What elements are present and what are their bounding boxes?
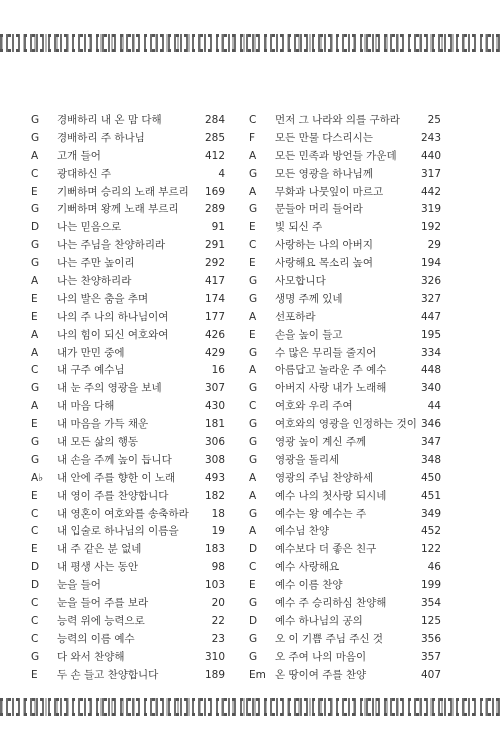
song-key: G	[31, 650, 40, 663]
song-title: 기뻐하며 왕께 노래 부르리	[57, 203, 179, 216]
page-number: 194	[420, 257, 441, 270]
index-row	[249, 309, 441, 327]
index-row	[249, 470, 441, 488]
index-row	[31, 434, 225, 452]
page-number: 347	[420, 436, 441, 449]
song-title: 수 많은 무리들 줄지어	[275, 346, 377, 359]
page-number: 357	[420, 650, 441, 663]
song-title: 아버지 사랑 내가 노래해	[275, 382, 387, 395]
index-row	[31, 506, 225, 524]
index-column-left	[31, 112, 225, 685]
index-row	[31, 273, 225, 291]
page-number: 451	[420, 489, 441, 502]
song-key: C	[31, 167, 39, 180]
page-number: 452	[420, 525, 441, 538]
song-key: D	[31, 221, 40, 234]
index-row	[249, 559, 441, 577]
song-key: G	[249, 507, 258, 520]
song-key: A	[31, 149, 39, 162]
song-title: 영광의 주님 찬양하세	[275, 471, 373, 484]
index-row	[249, 345, 441, 363]
song-key: A	[31, 400, 39, 413]
page-number: 125	[420, 614, 441, 627]
song-key: G	[249, 203, 258, 216]
page-number: 346	[420, 418, 441, 431]
song-title: 다 와서 찬양해	[57, 650, 125, 663]
page-number: 448	[420, 364, 441, 377]
song-key: E	[31, 185, 38, 198]
page-number: 46	[427, 561, 441, 574]
song-key: G	[249, 418, 258, 431]
song-key: D	[31, 579, 40, 592]
page-number: 412	[204, 149, 225, 162]
index-row	[31, 452, 225, 470]
page-number: 23	[211, 632, 225, 645]
index-row	[31, 362, 225, 380]
song-title: 사랑해요 목소리 높여	[275, 257, 373, 270]
index-row	[249, 398, 441, 416]
page-number: 407	[420, 668, 441, 681]
song-title: 내 모든 삶의 행동	[57, 436, 139, 449]
song-key: D	[31, 561, 40, 574]
page-number: 284	[204, 114, 225, 126]
song-key: E	[31, 418, 38, 431]
song-key: A	[31, 346, 39, 359]
page-number: 307	[204, 382, 225, 395]
index-row	[31, 237, 225, 255]
song-key: G	[31, 453, 40, 466]
page-number: 319	[420, 203, 441, 216]
song-key: G	[31, 203, 40, 216]
index-row	[249, 506, 441, 524]
song-key: E	[31, 489, 38, 502]
page-number: 183	[204, 543, 225, 556]
song-title: 내 영이 주를 찬양합니다	[57, 489, 169, 502]
page-number: 285	[204, 131, 225, 144]
index-row	[31, 184, 225, 202]
index-row	[31, 523, 225, 541]
song-key: C	[31, 614, 39, 627]
song-key: A♭	[31, 471, 44, 484]
page-number: 306	[204, 436, 225, 449]
song-key: G	[249, 650, 258, 663]
index-row	[31, 416, 225, 434]
page-number: 442	[420, 185, 441, 198]
song-title: 예수 주 승리하심 찬양해	[275, 597, 387, 610]
index-row	[31, 219, 225, 237]
page-number: 450	[420, 471, 441, 484]
song-title: 내 눈 주의 영광을 보네	[57, 382, 162, 395]
song-key: C	[249, 561, 257, 574]
song-key: G	[31, 114, 40, 126]
index-row	[249, 112, 441, 130]
song-title: 먼저 그 나라와 의를 구하라	[275, 114, 400, 126]
index-row	[249, 362, 441, 380]
index-row	[31, 166, 225, 184]
song-title: 나의 힘이 되신 여호와여	[57, 328, 169, 341]
page-number: 356	[420, 632, 441, 645]
index-row	[249, 201, 441, 219]
index-row	[249, 649, 441, 667]
index-row	[31, 345, 225, 363]
song-title: 모든 영광을 하나님께	[275, 167, 373, 180]
page-number: 192	[420, 221, 441, 234]
song-key: G	[249, 167, 258, 180]
page-number: 243	[420, 131, 441, 144]
page-number: 20	[211, 597, 225, 610]
page-number: 327	[420, 292, 441, 305]
song-key: E	[31, 668, 38, 681]
song-key: E	[249, 257, 256, 270]
index-row	[31, 291, 225, 309]
index-row	[31, 488, 225, 506]
page-number: 334	[420, 346, 441, 359]
song-key: A	[31, 328, 39, 341]
song-key: C	[31, 364, 39, 377]
page-number: 289	[204, 203, 225, 216]
index-row	[31, 130, 225, 148]
index-row	[31, 255, 225, 273]
page-number: 340	[420, 382, 441, 395]
song-title: 예수 이름 찬양	[275, 579, 343, 592]
index-row	[249, 291, 441, 309]
song-title: 나는 주만 높이리	[57, 257, 135, 270]
index-row	[249, 452, 441, 470]
page-number: 19	[211, 525, 225, 538]
index-row	[249, 434, 441, 452]
song-title: 내 마음을 가득 채운	[57, 418, 149, 431]
song-title: 여호와의 영광을 인정하는 것이	[275, 418, 417, 431]
song-title: 눈을 들어 주를 보라	[57, 597, 149, 610]
index-row	[31, 470, 225, 488]
page-number: 18	[211, 507, 225, 520]
page-number: 447	[420, 310, 441, 323]
song-title: 광대하신 주	[57, 167, 112, 180]
index-row	[31, 112, 225, 130]
song-title: 능력 위에 능력으로	[57, 614, 145, 627]
song-key: C	[31, 597, 39, 610]
song-title: 사모합니다	[275, 275, 326, 288]
song-key: A	[249, 471, 257, 484]
page-number: 493	[204, 471, 225, 484]
song-title: 모든 민족과 방언들 가운데	[275, 149, 397, 162]
page-number: 354	[420, 597, 441, 610]
index-row	[249, 613, 441, 631]
song-title: 예수 사랑해요	[275, 561, 340, 574]
song-key: A	[249, 185, 257, 198]
index-column-right	[249, 112, 441, 685]
song-key: A	[249, 489, 257, 502]
index-row	[249, 219, 441, 237]
index-row	[249, 523, 441, 541]
page-number: 348	[420, 453, 441, 466]
song-key: C	[31, 507, 39, 520]
song-title: 내 영혼이 여호와를 송축하라	[57, 507, 189, 520]
page-number: 16	[211, 364, 225, 377]
song-title: 모든 만물 다스리시는	[275, 131, 373, 144]
page-number: 22	[211, 614, 225, 627]
page-number: 4	[218, 167, 225, 180]
song-title: 여호와 우리 주여	[275, 400, 353, 413]
song-key: C	[249, 239, 257, 252]
page-number: 29	[427, 239, 441, 252]
song-title: 경배하리 주 하나님	[57, 131, 145, 144]
index-row	[249, 130, 441, 148]
page-number: 310	[204, 650, 225, 663]
index-row	[31, 649, 225, 667]
decorative-top-border	[0, 34, 500, 52]
song-title: 선포하라	[275, 310, 316, 323]
song-title: 능력의 이름 예수	[57, 632, 135, 645]
song-key: G	[31, 131, 40, 144]
song-key: A	[249, 149, 257, 162]
index-row	[249, 255, 441, 273]
song-key: E	[31, 310, 38, 323]
song-title: 예수는 왕 예수는 주	[275, 507, 367, 520]
song-key: G	[249, 292, 258, 305]
song-key: E	[31, 292, 38, 305]
index-row	[249, 595, 441, 613]
index-row	[31, 309, 225, 327]
index-row	[249, 148, 441, 166]
song-key: G	[249, 382, 258, 395]
song-key: D	[249, 543, 258, 556]
index-row	[31, 631, 225, 649]
song-title: 내 손을 주께 높이 듭니다	[57, 453, 172, 466]
song-key: A	[31, 275, 39, 288]
song-title: 내 마음 다해	[57, 400, 115, 413]
index-row	[31, 577, 225, 595]
song-title: 나의 발은 춤을 추며	[57, 292, 149, 305]
song-title: 예수님 찬양	[275, 525, 330, 538]
song-key: G	[249, 632, 258, 645]
song-title: 기뻐하며 승리의 노래 부르리	[57, 185, 189, 198]
song-key: A	[249, 525, 257, 538]
index-row	[249, 273, 441, 291]
song-key: G	[31, 382, 40, 395]
index-row	[31, 559, 225, 577]
song-title: 예수 하나님의 공의	[275, 614, 363, 627]
song-title: 나는 찬양하리라	[57, 275, 132, 288]
index-row	[249, 166, 441, 184]
page-number: 429	[204, 346, 225, 359]
decorative-bottom-border	[0, 698, 500, 716]
song-title: 내 주 같은 분 없네	[57, 543, 142, 556]
page-number: 199	[420, 579, 441, 592]
song-key: F	[249, 131, 256, 144]
page-number: 44	[427, 400, 441, 413]
page-number: 349	[420, 507, 441, 520]
song-title: 무화과 나뭇잎이 마르고	[275, 185, 384, 198]
song-key: A	[249, 364, 257, 377]
index-row	[31, 327, 225, 345]
page-number: 25	[427, 114, 441, 126]
page-number: 292	[204, 257, 225, 270]
index-row	[31, 148, 225, 166]
page-number: 291	[204, 239, 225, 252]
song-key: C	[31, 525, 39, 538]
index-row	[31, 595, 225, 613]
song-key: C	[31, 632, 39, 645]
index-row	[249, 667, 441, 685]
song-title: 사랑하는 나의 아버지	[275, 239, 373, 252]
song-key: G	[249, 453, 258, 466]
song-title: 내 평생 사는 동안	[57, 561, 139, 574]
index-row	[31, 667, 225, 685]
song-title: 눈을 들어	[57, 579, 101, 592]
page-number: 181	[204, 418, 225, 431]
song-key: G	[249, 275, 258, 288]
song-key: C	[249, 114, 257, 126]
song-title: 예수 나의 첫사랑 되시네	[275, 489, 387, 502]
song-title: 손을 높이 들고	[275, 328, 343, 341]
page-number: 122	[420, 543, 441, 556]
song-title: 내 구주 예수님	[57, 364, 125, 377]
index-row	[249, 237, 441, 255]
song-key: G	[249, 436, 258, 449]
song-title: 빛 되신 주	[275, 221, 323, 234]
index-row	[249, 380, 441, 398]
index-row	[249, 577, 441, 595]
song-key: E	[249, 579, 256, 592]
page-number: 440	[420, 149, 441, 162]
index-row	[31, 398, 225, 416]
page-number: 308	[204, 453, 225, 466]
index-row	[249, 184, 441, 202]
song-title: 고개 들어	[57, 149, 101, 162]
index-row	[31, 201, 225, 219]
song-key: E	[249, 221, 256, 234]
song-title: 영광 높이 계신 주께	[275, 436, 367, 449]
song-key: G	[249, 597, 258, 610]
song-title: 내가 만민 중에	[57, 346, 125, 359]
song-title: 나는 믿음으로	[57, 221, 122, 234]
page-number: 417	[204, 275, 225, 288]
song-key: G	[31, 436, 40, 449]
index-row	[31, 380, 225, 398]
page-number: 426	[204, 328, 225, 341]
song-key: G	[31, 257, 40, 270]
song-title: 내 안에 주를 향한 이 노래	[57, 471, 176, 484]
song-key: Em	[249, 668, 266, 681]
song-title: 두 손 들고 찬양합니다	[57, 668, 159, 681]
page-number: 91	[211, 221, 225, 234]
song-title: 나는 주님을 찬양하리라	[57, 239, 166, 252]
index-row	[249, 416, 441, 434]
song-title: 생명 주께 있네	[275, 292, 343, 305]
page-number: 103	[204, 579, 225, 592]
index-row	[31, 541, 225, 559]
song-title: 아름답고 놀라운 주 예수	[275, 364, 387, 377]
index-row	[249, 327, 441, 345]
song-title: 예수보다 더 좋은 친구	[275, 543, 377, 556]
index-row	[249, 488, 441, 506]
song-key: G	[31, 239, 40, 252]
song-key: C	[249, 400, 257, 413]
page-number: 98	[211, 561, 225, 574]
song-title: 나의 주 나의 하나님이여	[57, 310, 169, 323]
page-number: 317	[420, 167, 441, 180]
song-title: 내 입술로 하나님의 이름을	[57, 525, 179, 538]
page-number: 195	[420, 328, 441, 341]
page-number: 177	[204, 310, 225, 323]
song-key: D	[249, 614, 258, 627]
song-title: 영광을 돌리세	[275, 453, 340, 466]
song-key: E	[249, 328, 256, 341]
song-key: A	[249, 310, 257, 323]
page-number: 430	[204, 400, 225, 413]
page-number: 189	[204, 668, 225, 681]
song-title: 온 땅이여 주를 찬양	[275, 668, 367, 681]
index-row	[249, 631, 441, 649]
index-row	[249, 541, 441, 559]
song-title: 문들아 머리 들어라	[275, 203, 363, 216]
index-row	[31, 613, 225, 631]
song-key: G	[249, 346, 258, 359]
page-number: 182	[204, 489, 225, 502]
page-number: 326	[420, 275, 441, 288]
song-key: E	[31, 543, 38, 556]
page-number: 174	[204, 292, 225, 305]
song-title: 오 주여 나의 마음이	[275, 650, 367, 663]
page-number: 169	[204, 185, 225, 198]
song-title: 오 이 기쁨 주님 주신 것	[275, 632, 383, 645]
song-title: 경배하리 내 온 맘 다해	[57, 114, 162, 126]
